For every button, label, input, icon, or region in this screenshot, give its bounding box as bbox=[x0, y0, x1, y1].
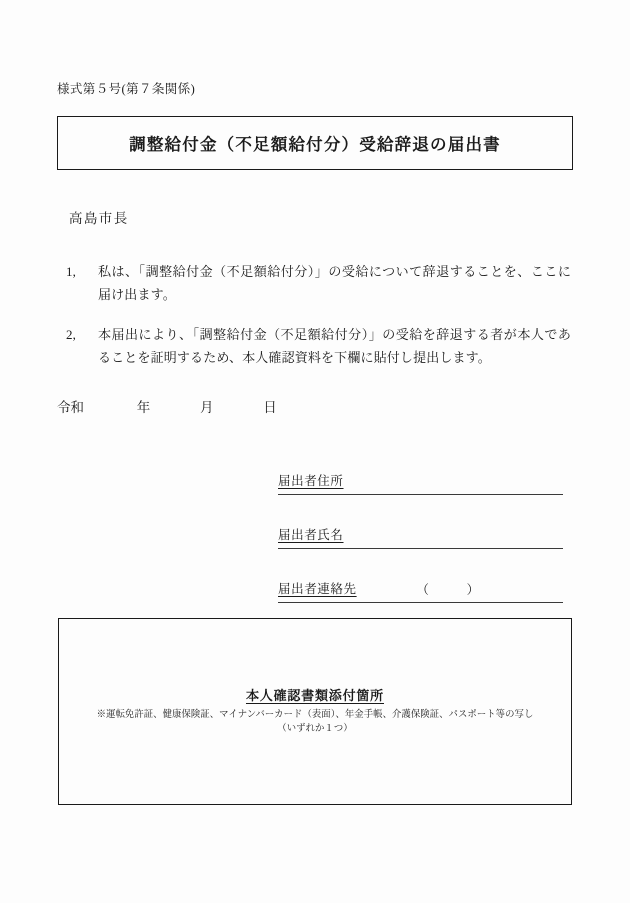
attachment-note-line-1: ※運転免許証、健康保険証、マイナンバーカード（表面）、年金手帳、介護保険証、パスポート等の写し bbox=[96, 710, 534, 720]
applicant-name-label: 届出者氏名 bbox=[278, 528, 344, 542]
paren-open: （ bbox=[416, 583, 430, 597]
year-unit-label: 年 bbox=[136, 400, 151, 415]
applicant-name-field[interactable] bbox=[278, 525, 563, 549]
clause-1-text: 私は、「調整給付金（不足額給付分）」の受給について辞退することを、ここに届け出ます。 bbox=[98, 264, 571, 302]
month-unit-label: 月 bbox=[200, 400, 214, 415]
clause-item-2 bbox=[66, 324, 571, 369]
clause-2-marker: 2, bbox=[66, 327, 77, 342]
era-label: 令和 bbox=[57, 400, 84, 415]
applicant-address-label: 届出者住所 bbox=[278, 474, 344, 488]
clause-item-1 bbox=[66, 261, 571, 306]
document-title: 調整給付金（不足額給付分）受給辞退の届出書 bbox=[129, 135, 501, 154]
addressee-label: 高島市長 bbox=[69, 211, 129, 226]
applicant-address-field[interactable] bbox=[278, 471, 563, 495]
clause-1-marker: 1, bbox=[66, 264, 77, 279]
clause-1-body bbox=[98, 261, 571, 306]
clause-2-text: 本届出により、「調整給付金（不足額給付分）」の受給を辞退する者が本人であることを証明するため、本人確認資料を下欄に貼付し提出します。 bbox=[98, 327, 571, 365]
date-entry-line[interactable] bbox=[57, 396, 277, 416]
clause-2-body bbox=[98, 324, 571, 369]
paren-close: ） bbox=[466, 583, 480, 597]
title-box bbox=[57, 116, 573, 170]
phone-area-code-group[interactable] bbox=[416, 580, 479, 598]
identity-document-attachment-box[interactable] bbox=[58, 618, 572, 805]
day-unit-label: 日 bbox=[263, 400, 277, 415]
attachment-heading-text: 本人確認書類添付箇所 bbox=[245, 688, 384, 703]
attachment-note-line-2: （いずれか１つ） bbox=[277, 724, 353, 734]
applicant-contact-field[interactable] bbox=[278, 579, 563, 603]
form-number-label: 様式第５号(第７条関係) bbox=[57, 82, 196, 96]
attachment-heading bbox=[59, 685, 571, 704]
attachment-note bbox=[59, 708, 571, 736]
applicant-contact-label: 届出者連絡先 bbox=[278, 582, 357, 596]
